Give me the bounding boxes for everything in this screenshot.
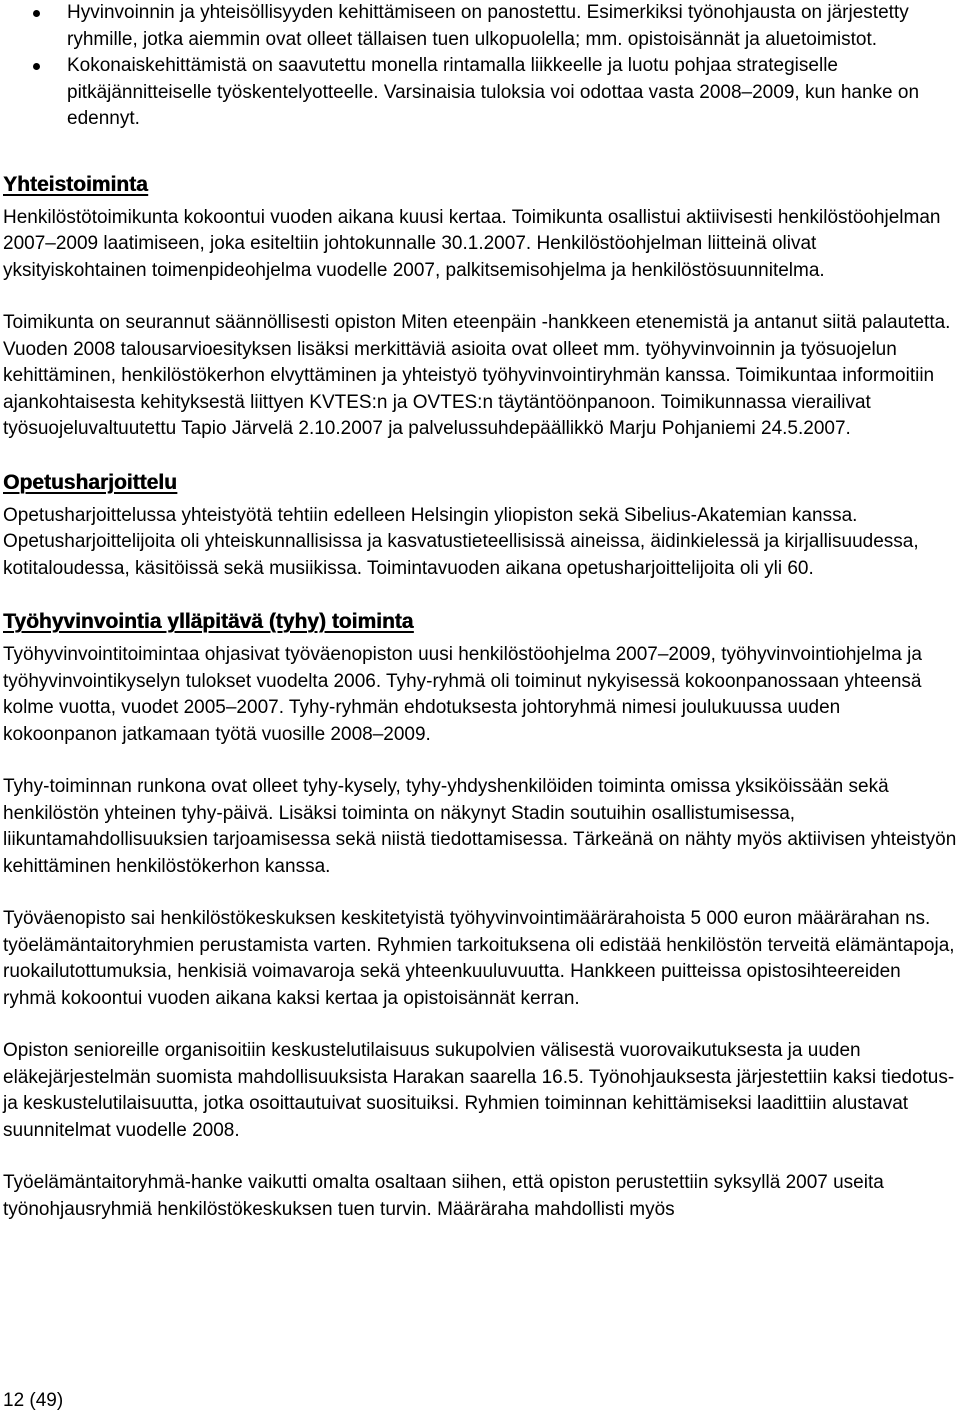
paragraph: Työelämäntaitoryhmä-hanke vaikutti omalta osaltaan siihen, että opiston perustettiin syksyllä 2007 useita työnohjausryhmiä henkilöstökeskuksen tuen turvin. Määräraha mahdollisti myös (3, 1172, 884, 1220)
spacer (3, 284, 958, 310)
section-heading-opetusharjoittelu: Opetusharjoittelu (3, 470, 177, 494)
paragraph: Opetusharjoittelussa yhteistyötä tehtiin edelleen Helsingin yliopiston sekä Sibelius-Akatemian kanssa. Opetusharjoittelijoita oli yhteiskunnallisissa ja kasvatustieteellisissä aineissa, äidinkielessä ja kirjallisuudessa, kotitaloudessa, käsitöissä sekä musiikissa. Toimintavuoden aikana opetusharjoittelijoita oli yli 60. (3, 504, 919, 579)
paragraph: Työhyvinvointitoimintaa ohjasivat työväenopiston uusi henkilöstöohjelma 2007–2009, työhyvinvointiohjelma ja työhyvinvointikyselyn tulokset vuodelta 2006. Tyhy-ryhmä oli toiminut nykyisessä kokoonpanossaan yhteensä kolme vuotta, vuodet 2005–2007. Tyhy-ryhmän ehdotuksesta johtoryhmä nimesi joulukuussa uuden kokoonpanon jatkamaan työtä vuosille 2008–2009. (3, 644, 922, 745)
paragraph: Työväenopisto sai henkilöstökeskuksen keskitetyistä työhyvinvointimäärärahoista 5 000 euron määrärahan ns. työelämäntaitoryhmien perustamista varten. Ryhmien tarkoituksena oli edistää henkilöstön terveitä elämäntapoja, ruokailutottumuksia, henkisiä voimavaroja sekä yhteenkuuluvuutta. Hankkeen puitteissa opistosihteereiden ryhmä kokoontui vuoden aikana kaksi kertaa ja opistoisännät kerran. (3, 908, 955, 1009)
page-number: 12 (49) (3, 1390, 64, 1411)
spacer (3, 1012, 958, 1038)
spacer (3, 582, 958, 608)
spacer (3, 1144, 958, 1170)
page-content (3, 0, 958, 1223)
bullet-icon (33, 10, 40, 17)
paragraph: Toimikunta on seurannut säännöllisesti opiston Miten eteenpäin -hankkeen etenemistä ja antanut siitä palautetta. Vuoden 2008 talousarvioesityksen lisäksi merkittäviä asioita ovat olleet mm. työhyvinvoinnin ja työsuojelun kehittäminen, henkilöstökerhon elvyttäminen ja yhteistyö työhyvinvointiryhmän kanssa. Toimikuntaa informoitiin ajankohtaisesta kehityksestä liittyen KVTES:n ja OVTES:n täytäntöönpanoon. Toimikunnassa vierailivat työsuojeluvaltuutettu Tapio Järvelä 2.10.2007 ja palvelussuhdepäällikkö Marju Pohjaniemi 24.5.2007. (3, 312, 951, 439)
spacer (3, 133, 958, 171)
section-heading-tyhy: Työhyvinvointia ylläpitävä (tyhy) toiminta (3, 610, 414, 633)
paragraph: Opiston senioreille organisoitiin keskustelutilaisuus sukupolvien välisestä vuorovaikutuksesta ja uuden eläkejärjestelmän suomista mahdollisuuksista Harakan saarella 16.5. Työnohjauksesta järjestettiin kaksi tiedotus- ja keskustelutilaisuutta, jotka osoittautuivat suosituiksi. Ryhmien toiminnan kehittämiseksi laadittiin alustavat suunnitelmat vuodelle 2008. (3, 1040, 955, 1141)
bullet-text: Kokonaiskehittämistä on saavutettu monella rintamalla liikkeelle ja luotu pohjaa strategiselle pitkäjännitteiselle työskentelyotteelle. Varsinaisia tuloksia voi odottaa vasta 2008–2009, kun hanke on edennyt. (67, 55, 920, 129)
bullet-list (3, 0, 958, 133)
spacer (3, 748, 958, 774)
section-heading-yhteistoiminta: Yhteistoiminta (3, 172, 148, 196)
bullet-text: Hyvinvoinnin ja yhteisöllisyyden kehittämiseen on panostettu. Esimerkiksi työnohjausta on järjestetty ryhmille, jotka aiemmin ovat olleet tällaisen tuen ulkopuolella; mm. opistoisännät ja aluetoimistot. (67, 2, 909, 50)
paragraph: Henkilöstötoimikunta kokoontui vuoden aikana kuusi kertaa. Toimikunta osallistui aktiivisesti henkilöstöohjelman 2007–2009 laatimiseen, joka esiteltiin johtokunnalle 30.1.2007. Henkilöstöohjelman liitteinä olivat yksityiskohtainen toimenpideohjelma vuodelle 2007, palkitsemisohjelma ja henkilöstösuunnitelma. (3, 206, 941, 281)
bullet-item (3, 0, 958, 53)
paragraph: Tyhy-toiminnan runkona ovat olleet tyhy-kysely, tyhy-yhdyshenkilöiden toiminta omissa yksiköissään sekä henkilöstön yhteinen tyhy-päivä. Lisäksi toiminta on näkynyt Stadin soutuihin osallistumisessa, liikuntamahdollisuuksien tarjoamisessa sekä niistä tiedottamisessa. Tärkeänä on nähty myös aktiivisen yhteistyön kehittäminen henkilöstökerhon kanssa. (3, 776, 957, 877)
bullet-item (3, 53, 958, 133)
spacer (3, 443, 958, 469)
spacer (3, 880, 958, 906)
bullet-icon (33, 63, 40, 70)
